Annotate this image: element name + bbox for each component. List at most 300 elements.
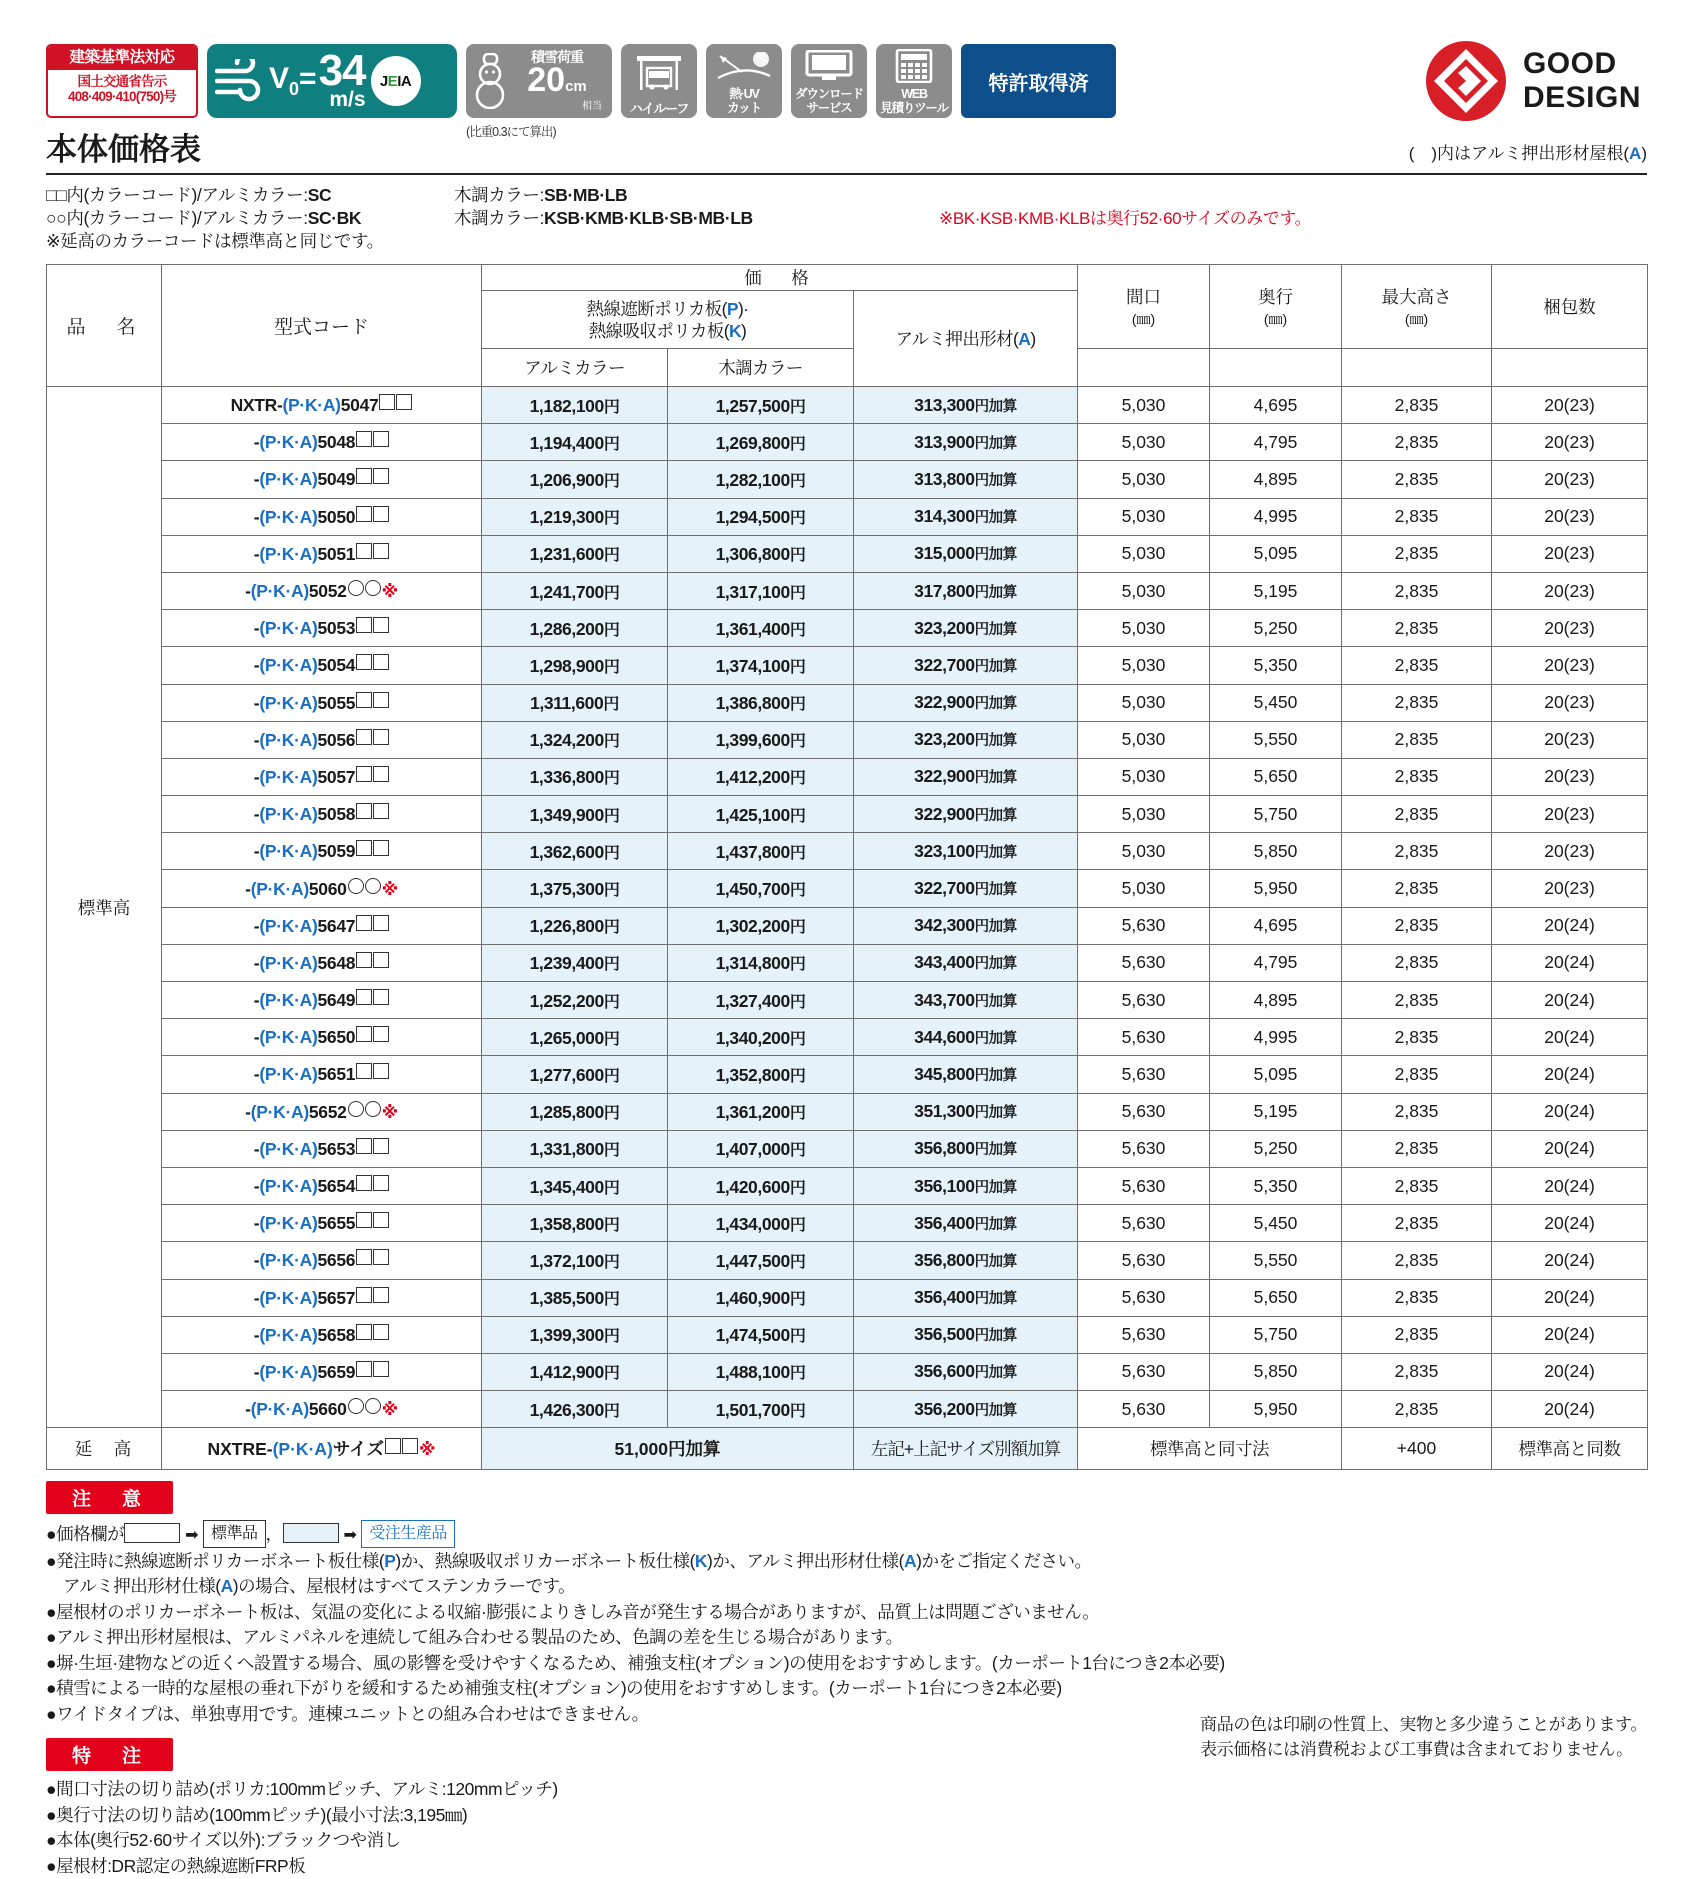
cell-price-alum-color: 1,241,700円 — [482, 572, 668, 609]
cell-price-wood-color: 1,399,600円 — [668, 721, 854, 758]
cell-model-code: -(P·K·A)5048 — [162, 424, 482, 461]
square-mark — [373, 766, 389, 782]
good-design-logo-icon — [1425, 40, 1507, 122]
cell-width: 5,030 — [1078, 424, 1210, 461]
jeia-label: JEIA — [379, 72, 412, 90]
cell-price-aluminum-add: 322,900円加算 — [854, 796, 1078, 833]
cell-price-aluminum-add: 343,400円加算 — [854, 944, 1078, 981]
cell-price-extended: 51,000円加算 — [482, 1428, 854, 1470]
snowman-icon — [472, 53, 508, 109]
cell-price-aluminum-add: 356,400円加算 — [854, 1279, 1078, 1316]
cell-width: 5,630 — [1078, 1316, 1210, 1353]
cell-price-alum-color: 1,206,900円 — [482, 461, 668, 498]
square-mark — [373, 468, 389, 484]
cell-model-code: -(P·K·A)5650 — [162, 1019, 482, 1056]
special-order-item: ●本体(奥行52·60サイズ以外):ブラックつや消し — [46, 1830, 401, 1851]
caution-item: ●塀·生垣·建物などの近くへ設置する場合、風の影響を受けやすくなるため、補強支柱(オプション)の使用をおすすめします。(カーポート1台につき2本必要) — [46, 1652, 1225, 1673]
cell-price-alum-color: 1,345,400円 — [482, 1167, 668, 1204]
circle-mark — [348, 1398, 364, 1414]
table-row — [47, 870, 1648, 907]
square-mark — [356, 729, 372, 745]
cell-price-wood-color: 1,314,800円 — [668, 944, 854, 981]
square-mark — [356, 1063, 372, 1079]
cell-price-alum-color: 1,426,300円 — [482, 1391, 668, 1428]
snow-load-badge — [466, 44, 612, 139]
cell-price-wood-color: 1,425,100円 — [668, 796, 854, 833]
cell-width: 5,630 — [1078, 1353, 1210, 1390]
table-row — [47, 424, 1648, 461]
cell-width: 5,630 — [1078, 1391, 1210, 1428]
square-mark — [356, 840, 372, 856]
cell-packages: 20(24) — [1492, 1353, 1648, 1390]
caution-list — [46, 1520, 1647, 1727]
color-code-notes — [46, 184, 1647, 253]
th-packages-spacer — [1492, 349, 1648, 387]
table-row — [47, 1391, 1648, 1428]
caution-section-header — [46, 1481, 1647, 1514]
square-mark — [373, 1026, 389, 1042]
cell-price-wood-color: 1,361,400円 — [668, 610, 854, 647]
square-mark — [373, 952, 389, 968]
square-mark — [356, 1249, 372, 1265]
cell-max-height: 2,835 — [1342, 1242, 1492, 1279]
caution-item: ●積雪による一時的な屋根の垂れ下がりを緩和するため補強支柱(オプション)の使用をおすすめします。(カーポート1台につき2本必要) — [46, 1678, 1062, 1699]
cell-packages: 20(23) — [1492, 387, 1648, 424]
table-row — [47, 1316, 1648, 1353]
cell-depth: 5,095 — [1210, 1056, 1342, 1093]
cell-depth: 5,250 — [1210, 1130, 1342, 1167]
cell-packages: 20(24) — [1492, 1130, 1648, 1167]
title-note: ( )内はアルミ押出形材屋根(A) — [1408, 144, 1647, 163]
legend-box-standard — [124, 1523, 180, 1543]
cell-price-alum-color: 1,349,900円 — [482, 796, 668, 833]
wind-icon — [215, 59, 267, 103]
snow-load-value: 20cm — [527, 61, 587, 99]
cell-depth: 5,750 — [1210, 796, 1342, 833]
table-row — [47, 1279, 1648, 1316]
cell-depth: 5,095 — [1210, 535, 1342, 572]
table-row — [47, 907, 1648, 944]
cell-price-aluminum-add: 351,300円加算 — [854, 1093, 1078, 1130]
special-order-item: ●奥行寸法の切り詰め(100mmピッチ)(最小寸法:3,195㎜) — [46, 1804, 468, 1825]
legend-label-order: 受注生産品 — [361, 1520, 455, 1548]
caution-item: ●発注時に熱線遮断ポリカーボネート板仕様(P)か、熱線吸収ポリカーボネート板仕様(K)か、アルミ押出形材仕様(A)かをご指定ください。 — [46, 1550, 1092, 1571]
cell-price-aluminum-add: 356,200円加算 — [854, 1391, 1078, 1428]
cell-depth: 4,995 — [1210, 498, 1342, 535]
cell-width: 5,630 — [1078, 1130, 1210, 1167]
cell-price-wood-color: 1,361,200円 — [668, 1093, 854, 1130]
table-row — [47, 1056, 1648, 1093]
th-packages: 梱包数 — [1492, 265, 1648, 349]
cell-max-height: 2,835 — [1342, 535, 1492, 572]
cell-price-alum-color: 1,285,800円 — [482, 1093, 668, 1130]
cell-price-aluminum-add: 342,300円加算 — [854, 907, 1078, 944]
cell-packages: 20(23) — [1492, 833, 1648, 870]
cell-price-aluminum-add: 356,500円加算 — [854, 1316, 1078, 1353]
cell-price-wood-color: 1,302,200円 — [668, 907, 854, 944]
cell-price-wood-color: 1,257,500円 — [668, 387, 854, 424]
cell-depth: 5,950 — [1210, 870, 1342, 907]
square-mark — [356, 654, 372, 670]
cell-price-wood-color: 1,327,400円 — [668, 982, 854, 1019]
circle-mark — [365, 1398, 381, 1414]
cell-price-wood-color: 1,420,600円 — [668, 1167, 854, 1204]
cell-price-wood-color: 1,352,800円 — [668, 1056, 854, 1093]
cell-price-alum-color: 1,194,400円 — [482, 424, 668, 461]
cell-model-code: -(P·K·A)5653 — [162, 1130, 482, 1167]
cell-max-height: 2,835 — [1342, 424, 1492, 461]
cell-model-code: -(P·K·A)5649 — [162, 982, 482, 1019]
cell-width: 5,030 — [1078, 647, 1210, 684]
cell-depth: 4,995 — [1210, 1019, 1342, 1056]
cell-packages: 20(23) — [1492, 721, 1648, 758]
cell-price-aluminum-add: 356,800円加算 — [854, 1242, 1078, 1279]
square-mark — [373, 692, 389, 708]
square-mark — [373, 543, 389, 559]
cell-price-alum-color: 1,277,600円 — [482, 1056, 668, 1093]
cell-price-aluminum-add: 313,800円加算 — [854, 461, 1078, 498]
cell-width: 5,030 — [1078, 684, 1210, 721]
cell-price-wood-color: 1,282,100円 — [668, 461, 854, 498]
cell-model-code: NXTR-(P·K·A)5047 — [162, 387, 482, 424]
cell-depth: 5,450 — [1210, 684, 1342, 721]
square-mark — [373, 1287, 389, 1303]
cell-price-alum-color: 1,375,300円 — [482, 870, 668, 907]
cell-model-code: -(P·K·A)5651 — [162, 1056, 482, 1093]
special-order-tag: 特 注 — [46, 1738, 173, 1771]
cell-max-height: 2,835 — [1342, 721, 1492, 758]
cell-max-height: 2,835 — [1342, 870, 1492, 907]
cell-model-code: -(P·K·A)5659 — [162, 1353, 482, 1390]
cell-width: 5,630 — [1078, 1205, 1210, 1242]
table-row — [47, 610, 1648, 647]
cell-price-aluminum-add: 315,000円加算 — [854, 535, 1078, 572]
calculator-icon — [876, 44, 952, 88]
asterisk-mark: ※ — [381, 582, 398, 602]
table-row — [47, 944, 1648, 981]
heat-uv-cut-icon — [706, 44, 782, 88]
cell-price-aluminum-add: 317,800円加算 — [854, 572, 1078, 609]
cell-packages: 20(23) — [1492, 610, 1648, 647]
cell-packages: 20(24) — [1492, 1093, 1648, 1130]
th-product-name: 品 名 — [47, 265, 162, 387]
square-mark — [373, 729, 389, 745]
building-standards-law-badge — [46, 44, 198, 118]
legend-label-standard: 標準品 — [203, 1520, 266, 1548]
cell-size-extended: 標準高と同寸法 — [1078, 1428, 1342, 1470]
circle-mark — [348, 580, 364, 596]
cell-price-aluminum-add: 322,700円加算 — [854, 647, 1078, 684]
cell-price-wood-color: 1,317,100円 — [668, 572, 854, 609]
cell-width: 5,630 — [1078, 944, 1210, 981]
wind-speed-value: 34 — [318, 45, 366, 95]
special-order-item: ●間口寸法の切り詰め(ポリカ:100mmピッチ、アルミ:120mmピッチ) — [46, 1779, 558, 1800]
table-row — [47, 833, 1648, 870]
cell-width: 5,030 — [1078, 461, 1210, 498]
cell-price-wood-color: 1,374,100円 — [668, 647, 854, 684]
disclaimer-line-2: 表示価格には消費税および工事費は含まれておりません。 — [1200, 1740, 1633, 1759]
cell-price-aluminum-add: 343,700円加算 — [854, 982, 1078, 1019]
square-mark — [373, 1249, 389, 1265]
cell-max-height: 2,835 — [1342, 1316, 1492, 1353]
cell-price-alum-color: 1,412,900円 — [482, 1353, 668, 1390]
web-quote-tool-label-2: 見積りツール — [880, 100, 948, 115]
circle-mark — [365, 580, 381, 596]
cell-model-code: -(P·K·A)5647 — [162, 907, 482, 944]
cell-price-wood-color: 1,340,200円 — [668, 1019, 854, 1056]
cell-price-aluminum-add: 314,300円加算 — [854, 498, 1078, 535]
cell-price-wood-color: 1,474,500円 — [668, 1316, 854, 1353]
cell-model-code: -(P·K·A)5059 — [162, 833, 482, 870]
cell-price-aluminum-add: 344,600円加算 — [854, 1019, 1078, 1056]
cell-price-wood-color: 1,450,700円 — [668, 870, 854, 907]
cell-price-wood-color: 1,306,800円 — [668, 535, 854, 572]
square-mark — [356, 1361, 372, 1377]
cell-width: 5,030 — [1078, 758, 1210, 795]
cell-price-wood-color: 1,269,800円 — [668, 424, 854, 461]
square-mark — [373, 654, 389, 670]
cell-price-aluminum-add: 356,800円加算 — [854, 1130, 1078, 1167]
cell-width: 5,030 — [1078, 870, 1210, 907]
circle-mark — [365, 878, 381, 894]
cell-price-wood-color: 1,460,900円 — [668, 1279, 854, 1316]
cell-packages: 20(24) — [1492, 982, 1648, 1019]
cell-price-alum-color: 1,226,800円 — [482, 907, 668, 944]
wind-speed-unit: m/s — [329, 88, 366, 112]
cell-max-height: 2,835 — [1342, 1019, 1492, 1056]
cell-packages: 20(24) — [1492, 944, 1648, 981]
heat-uv-cut-label-1: 熱·UV — [729, 87, 759, 101]
cell-packages: 20(24) — [1492, 1391, 1648, 1428]
cell-max-height: 2,835 — [1342, 572, 1492, 609]
cell-width: 5,030 — [1078, 610, 1210, 647]
table-row-extended — [47, 1428, 1648, 1470]
cell-width: 5,030 — [1078, 572, 1210, 609]
page-title: 本体価格表 — [46, 132, 201, 167]
square-mark — [356, 1287, 372, 1303]
cell-packages: 20(24) — [1492, 1205, 1648, 1242]
cell-model-code: -(P·K·A)5049 — [162, 461, 482, 498]
cell-price-wood-color: 1,501,700円 — [668, 1391, 854, 1428]
cell-model-code: -(P·K·A)5051 — [162, 535, 482, 572]
cell-price-aluminum-add: 323,100円加算 — [854, 833, 1078, 870]
price-table-head — [47, 265, 1648, 387]
th-max-height-spacer — [1342, 349, 1492, 387]
square-mark — [356, 617, 372, 633]
cell-price-aluminum-add: 313,900円加算 — [854, 424, 1078, 461]
cell-packages: 20(23) — [1492, 684, 1648, 721]
title-divider — [46, 173, 1647, 175]
square-mark — [379, 394, 395, 410]
cell-packages: 20(23) — [1492, 461, 1648, 498]
cell-max-height: 2,835 — [1342, 498, 1492, 535]
square-mark — [373, 431, 389, 447]
square-mark — [356, 506, 372, 522]
title-row — [46, 124, 1647, 169]
cell-packages: 20(23) — [1492, 758, 1648, 795]
price-table-body — [47, 387, 1648, 1470]
cell-depth: 4,795 — [1210, 944, 1342, 981]
cell-depth: 5,550 — [1210, 721, 1342, 758]
cell-price-aluminum-add: 356,400円加算 — [854, 1205, 1078, 1242]
square-mark — [373, 1324, 389, 1340]
table-row — [47, 684, 1648, 721]
cell-width: 5,630 — [1078, 1056, 1210, 1093]
cell-model-code-extended: NXTRE-(P·K·A)サイズ ※ — [162, 1428, 482, 1470]
cell-price-alum-color: 1,252,200円 — [482, 982, 668, 1019]
cell-max-height: 2,835 — [1342, 647, 1492, 684]
cell-max-height-extended: +400 — [1342, 1428, 1492, 1470]
cell-max-height: 2,835 — [1342, 796, 1492, 833]
cell-max-height: 2,835 — [1342, 982, 1492, 1019]
cell-packages: 20(23) — [1492, 572, 1648, 609]
cell-model-code: -(P·K·A)5654 — [162, 1167, 482, 1204]
cell-model-code: -(P·K·A)5658 — [162, 1316, 482, 1353]
cell-depth: 5,195 — [1210, 572, 1342, 609]
cell-max-height: 2,835 — [1342, 758, 1492, 795]
cell-price-alum-color: 1,331,800円 — [482, 1130, 668, 1167]
caution-item: ●ワイドタイプは、単独専用です。連棟ユニットとの組み合わせはできません。 — [46, 1703, 649, 1724]
cell-price-aluminum-add: 356,100円加算 — [854, 1167, 1078, 1204]
table-row — [47, 461, 1648, 498]
table-row — [47, 796, 1648, 833]
law-badge-detail: 国土交通省告示 408·409·410(750)号 — [68, 74, 176, 104]
cell-packages: 20(23) — [1492, 870, 1648, 907]
table-row — [47, 1093, 1648, 1130]
cell-packages: 20(24) — [1492, 1316, 1648, 1353]
cell-depth: 4,895 — [1210, 461, 1342, 498]
patent-badge: 特許取得済 — [961, 44, 1116, 118]
price-table — [46, 264, 1648, 1470]
square-mark — [373, 915, 389, 931]
table-row — [47, 387, 1648, 424]
square-mark — [373, 840, 389, 856]
cell-model-code: -(P·K·A)5056 — [162, 721, 482, 758]
cell-width: 5,630 — [1078, 907, 1210, 944]
cell-model-code: -(P·K·A)5053 — [162, 610, 482, 647]
square-mark — [356, 468, 372, 484]
square-mark — [356, 692, 372, 708]
cell-model-code: -(P·K·A)5055 — [162, 684, 482, 721]
cell-model-code: -(P·K·A)5656 — [162, 1242, 482, 1279]
cell-max-height: 2,835 — [1342, 461, 1492, 498]
cell-width: 5,630 — [1078, 1093, 1210, 1130]
high-roof-badge — [621, 44, 697, 118]
cell-model-code: -(P·K·A)5050 — [162, 498, 482, 535]
high-roof-label: ハイルーフ — [629, 100, 689, 116]
cell-max-height: 2,835 — [1342, 833, 1492, 870]
square-mark — [356, 803, 372, 819]
wind-v0-label: $V_0=$ — [269, 61, 317, 99]
cell-model-code: -(P·K·A)5054 — [162, 647, 482, 684]
cell-model-code: -(P·K·A)5058 — [162, 796, 482, 833]
cell-width: 5,030 — [1078, 535, 1210, 572]
table-row — [47, 498, 1648, 535]
badge-bar — [46, 0, 1647, 139]
square-mark — [373, 506, 389, 522]
cell-depth: 5,650 — [1210, 1279, 1342, 1316]
th-model-code: 型式コード — [162, 265, 482, 387]
jeia-mark — [371, 56, 421, 106]
cell-price-alum-color: 1,336,800円 — [482, 758, 668, 795]
cell-model-code: -(P·K·A)5648 — [162, 944, 482, 981]
cell-price-alum-color: 1,311,600円 — [482, 684, 668, 721]
cell-price-aluminum-add: 322,700円加算 — [854, 870, 1078, 907]
cell-max-height: 2,835 — [1342, 1167, 1492, 1204]
cell-price-wood-color: 1,412,200円 — [668, 758, 854, 795]
cell-max-height: 2,835 — [1342, 610, 1492, 647]
cell-price-alum-color: 1,399,300円 — [482, 1316, 668, 1353]
web-quote-tool-badge — [876, 44, 952, 118]
table-row — [47, 1353, 1648, 1390]
cell-packages: 20(24) — [1492, 1279, 1648, 1316]
cell-width: 5,030 — [1078, 721, 1210, 758]
cell-packages: 20(23) — [1492, 796, 1648, 833]
cell-max-height: 2,835 — [1342, 1093, 1492, 1130]
cell-packages-extended: 標準高と同数 — [1492, 1428, 1648, 1470]
caution-item: ●アルミ押出形材屋根は、アルミパネルを連続して組み合わせる製品のため、色調の差を生じる場合があります。 — [46, 1627, 903, 1648]
cell-packages: 20(24) — [1492, 1056, 1648, 1093]
cell-price-alum-color: 1,182,100円 — [482, 387, 668, 424]
cell-price-aluminum-add: 322,900円加算 — [854, 758, 1078, 795]
cell-price-wood-color: 1,447,500円 — [668, 1242, 854, 1279]
cell-price-alum-color: 1,231,600円 — [482, 535, 668, 572]
download-service-label-1: ダウンロード — [795, 87, 863, 101]
high-roof-icon — [621, 44, 697, 102]
cell-width: 5,630 — [1078, 982, 1210, 1019]
cell-price-aluminum-add: 322,900円加算 — [854, 684, 1078, 721]
asterisk-mark: ※ — [381, 1102, 398, 1122]
cell-depth: 5,250 — [1210, 610, 1342, 647]
square-mark — [356, 1175, 372, 1191]
group-label-extended: 延 高 — [47, 1428, 162, 1470]
cell-packages: 20(23) — [1492, 498, 1648, 535]
snow-load-note: (比重0.3にて算出) — [466, 125, 556, 139]
cell-width: 5,030 — [1078, 833, 1210, 870]
caution-tag: 注 意 — [46, 1481, 173, 1514]
cell-price-wood-color: 1,437,800円 — [668, 833, 854, 870]
legend-box-order — [283, 1523, 339, 1543]
th-width: 間口 (㎜) — [1078, 265, 1210, 349]
good-design-award — [1425, 40, 1647, 122]
caution-item: ●価格欄が ➡ 標準品 ， ➡ 受注生産品 — [46, 1520, 1647, 1549]
cell-model-code: -(P·K·A)5652 ※ — [162, 1093, 482, 1130]
color-note-row: ※延高のカラーコードは標準高と同じです。 — [46, 231, 384, 251]
th-max-height: 最大高さ (㎜) — [1342, 265, 1492, 349]
cell-depth: 5,850 — [1210, 833, 1342, 870]
cell-price-alum-color: 1,385,500円 — [482, 1279, 668, 1316]
cell-width: 5,630 — [1078, 1242, 1210, 1279]
cell-depth: 5,950 — [1210, 1391, 1342, 1428]
special-order-list — [46, 1777, 1647, 1879]
cell-width: 5,630 — [1078, 1167, 1210, 1204]
table-row — [47, 647, 1648, 684]
cell-price-alum-color: 1,265,000円 — [482, 1019, 668, 1056]
square-mark — [373, 803, 389, 819]
square-mark — [356, 989, 372, 1005]
cell-price-aluminum-add: 345,800円加算 — [854, 1056, 1078, 1093]
square-mark — [356, 1212, 372, 1228]
table-row — [47, 1167, 1648, 1204]
cell-price-aluminum-add: 313,300円加算 — [854, 387, 1078, 424]
cell-packages: 20(24) — [1492, 1167, 1648, 1204]
cell-price-alum-color: 1,298,900円 — [482, 647, 668, 684]
disclaimer-line-1: 商品の色は印刷の性質上、実物と多少違うことがあります。 — [1200, 1715, 1647, 1734]
cell-max-height: 2,835 — [1342, 1056, 1492, 1093]
cell-packages: 20(23) — [1492, 535, 1648, 572]
cell-max-height: 2,835 — [1342, 1205, 1492, 1242]
cell-packages: 20(23) — [1492, 647, 1648, 684]
